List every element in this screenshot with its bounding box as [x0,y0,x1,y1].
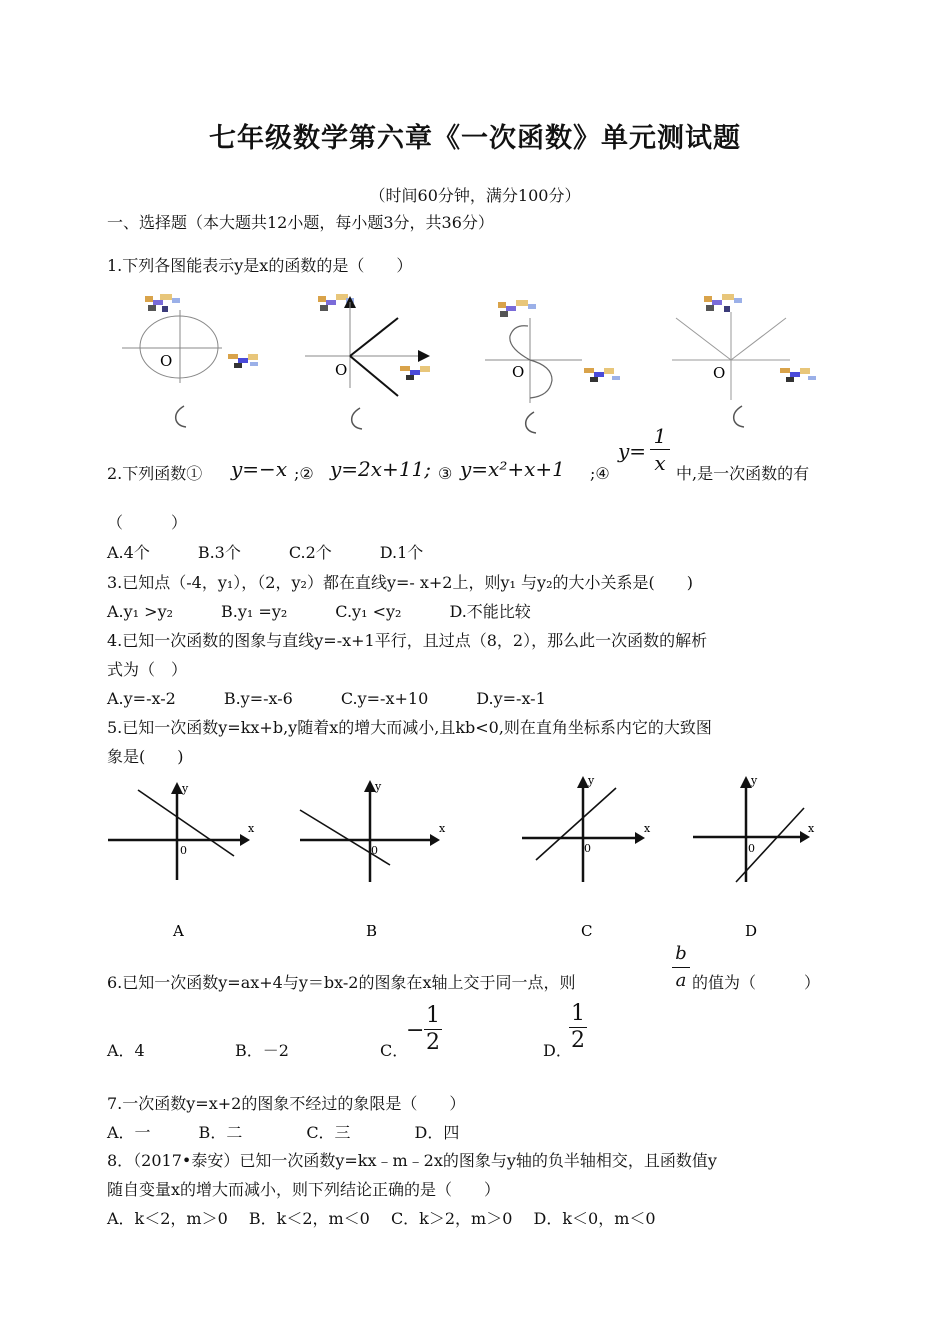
q8-options: A．k＜2，m＞0 B．k＜2，m＜0 C．k＞2，m＞0 D．k＜0，m＜0 [107,1209,656,1228]
q6-option-d-fraction [569,1002,587,1053]
x-label-icon [584,368,620,382]
q4-stem-line2: 式为（ ） [107,660,188,679]
y-label-icon [145,294,180,312]
graph-label-a: A [173,922,184,940]
q2-function-3: y=x²+x+1 [460,457,565,481]
q6-frac-denominator: a [675,970,687,991]
q3-options: A.y₁ >y₂ B.y₁ =y₂ C.y₁ <y₂ D.不能比较 [107,602,531,621]
y-label-icon [704,294,742,312]
q2-function-4-fraction [650,424,670,475]
origin-label: 0 [748,842,755,855]
q2-sep-2: ;② [294,464,314,483]
q8-stem-line1: 8．（2017•泰安）已知一次函数y=kx﹣m﹣2x的图象与y轴的负半轴相交，且函数值y [107,1151,717,1170]
q8-stem-line2: 随自变量x的增大而减小，则下列结论正确的是（ ） [107,1180,501,1199]
q1-origin-c: O [512,363,525,381]
q6-stem-post: 的值为（ ） [692,973,821,992]
graph-label-d: D [745,922,758,940]
graph-label-c: C [581,922,593,940]
q2-suffix: 中,是一次函数的有 [676,464,810,483]
q1-figures [100,288,840,438]
q6-option-b: B．－2 [235,1041,289,1060]
origin-label: 0 [371,844,378,857]
q1-origin-a: O [160,352,173,370]
q6-frac-numerator: b [675,943,687,964]
q1-origin-b: O [335,361,348,379]
q6-c-denominator: 2 [426,1030,440,1055]
x-label-icon [780,368,816,382]
q7-stem: 7.一次函数y=x+2的图象不经过的象限是（ ） [107,1094,466,1113]
q2-sep-4: ;④ [590,464,610,483]
q2-answer-paren: （ ） [107,513,188,532]
x-axis-label: x [439,822,446,835]
q6-d-numerator: 1 [571,1001,585,1026]
q1-stem: 1.下列各图能表示y是x的函数的是（ ） [107,256,413,275]
fraction-bar [672,967,690,968]
q5-stem-line2: 象是( ) [107,747,184,766]
y-axis-label: y [182,782,189,795]
q6-option-c-label: C． [380,1041,409,1060]
q5-stem-line1: 5.已知一次函数y=kx+b,y随着x的增大而减小,且kb<0,则在直角坐标系内它的大致图 [107,718,712,737]
y-label-icon [498,300,536,317]
fraction-bar [650,449,670,450]
q6-option-c-fraction [424,1004,442,1055]
q3-stem: 3.已知点（-4，y₁），（2，y₂）都在直线y=- x+2上，则y₁ 与y₂的大小关系是( ) [107,573,693,592]
q5-graphs [100,770,830,945]
q1-origin-d: O [713,364,726,382]
q5-graph-c [522,774,651,940]
q1-figure-v-lines [672,294,816,427]
y-axis-label: y [588,774,595,787]
q6-fraction-b-over-a [672,942,690,993]
q4-options: A.y=-x-2 B.y=-x-6 C.y=-x+10 D.y=-x-1 [107,689,546,708]
q6-option-c-minus: − [406,1018,425,1043]
q2-prefix: 2.下列函数① [107,464,203,483]
q1-figure-angle [305,294,430,429]
q1-figure-circle [122,294,258,427]
q2-f4-denominator: x [654,451,666,475]
origin-label: 0 [584,842,591,855]
q5-graph-b [300,780,446,940]
q2-function-2: y=2x+11; [330,457,432,481]
q6-option-d-label: D． [543,1041,572,1060]
q2-function-4-lhs: y= [618,439,647,463]
x-axis-label: x [644,822,651,835]
q6-c-numerator: 1 [426,1003,440,1028]
q6-option-a: A．4 [107,1041,145,1060]
section-heading: 一、选择题（本大题共12小题，每小题3分，共36分） [107,213,494,232]
q7-options: A．一 B．二 C．三 D．四 [107,1123,460,1142]
q6-stem-pre: 6.已知一次函数y=ax+4与y＝bx-2的图象在x轴上交于同一点，则 [107,973,576,992]
x-label-icon [228,354,258,368]
x-axis-label: x [248,822,255,835]
q1-figure-s-curve [485,300,620,433]
q2-f4-numerator: 1 [653,424,667,448]
y-axis-label: y [375,780,382,793]
page-title: 七年级数学第六章《一次函数》单元测试题 [209,123,741,154]
q2-options: A.4个 B.3个 C.2个 D.1个 [107,543,424,562]
q5-graph-a [108,782,255,940]
q6-d-denominator: 2 [571,1028,585,1053]
origin-label: 0 [180,844,187,857]
y-axis-label: y [751,774,758,787]
q5-graph-d [693,774,815,940]
graph-label-b: B [366,922,378,940]
x-label-icon [400,366,430,380]
q4-stem-line1: 4.已知一次函数的图象与直线y=-x+1平行，且过点（8，2），那么此一次函数的解析 [107,631,708,650]
time-score-note: （时间60分钟，满分100分） [369,186,581,205]
x-axis-label: x [808,822,815,835]
q2-sep-3: ③ [438,464,453,483]
q2-function-1: y=−x [231,457,288,481]
